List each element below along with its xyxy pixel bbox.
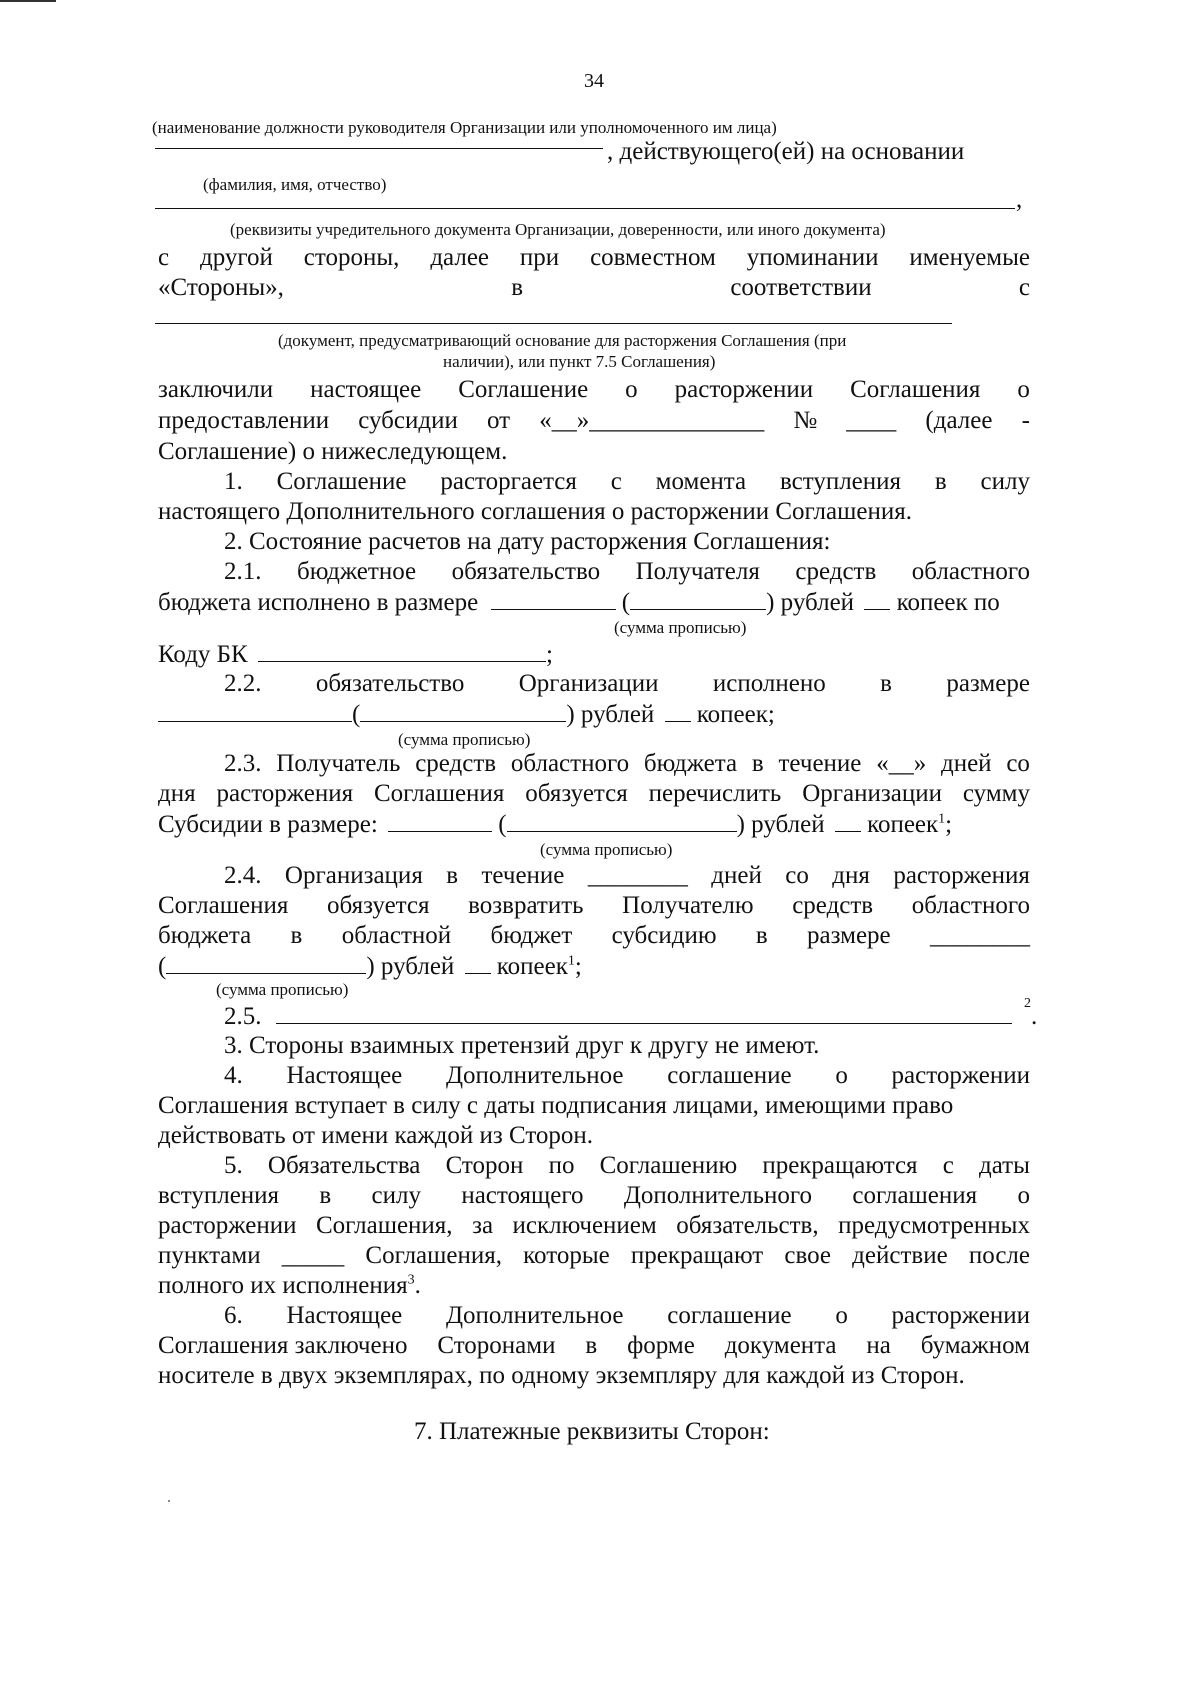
clause-2-2-line1 bbox=[224, 670, 1030, 698]
scan-speck bbox=[168, 1500, 170, 1502]
word: со bbox=[785, 862, 809, 889]
clause-2-4-line1 bbox=[224, 862, 1030, 890]
amount-blank bbox=[158, 700, 352, 722]
word: расторжении bbox=[674, 376, 814, 403]
word: о bbox=[835, 1062, 848, 1089]
text: бюджета исполнено в размере bbox=[158, 589, 479, 616]
word: 6. bbox=[224, 1302, 243, 1329]
word: далее bbox=[430, 244, 490, 271]
word: после bbox=[968, 1242, 1030, 1269]
intro-line-concluded bbox=[158, 376, 1030, 404]
clause-2-4-line3 bbox=[158, 922, 1030, 950]
amount-words-blank bbox=[507, 810, 737, 832]
caption-basis-line1: (документ, предусматривающий основание для расторжения Соглашения (при bbox=[278, 331, 847, 350]
word: 2.2. bbox=[224, 670, 262, 697]
word: на bbox=[866, 1332, 891, 1359]
word: момента bbox=[655, 468, 747, 495]
word: соглашения bbox=[852, 1182, 978, 1209]
caption-position-title: (наименование должности руководителя Организации или уполномоченного им лица) bbox=[152, 118, 777, 137]
text: копеек bbox=[496, 953, 568, 980]
word: сумму bbox=[962, 780, 1030, 807]
text: ; bbox=[945, 811, 953, 838]
word: № bbox=[793, 407, 818, 434]
text: ( bbox=[352, 701, 361, 728]
text: копеек bbox=[867, 811, 939, 838]
clause-6-line1 bbox=[224, 1302, 1030, 1330]
word: средств bbox=[792, 892, 874, 919]
word: исполнено bbox=[712, 670, 826, 697]
clause-4-line3: действовать от имени каждой из Сторон. bbox=[158, 1122, 594, 1149]
word: Дополнительное bbox=[446, 1062, 624, 1089]
word: со bbox=[1006, 750, 1030, 777]
text: полного их исполнения bbox=[158, 1272, 408, 1299]
word: соглашение bbox=[667, 1062, 792, 1089]
footnote-marker: 1 bbox=[938, 811, 946, 827]
clause-3: 3. Стороны взаимных претензий друг к другу не имеют. bbox=[224, 1032, 820, 1059]
word: расторжении bbox=[891, 1062, 1030, 1089]
word: течение bbox=[778, 750, 862, 777]
word: Обязательства bbox=[267, 1152, 421, 1179]
word: пунктами bbox=[158, 1242, 261, 1269]
word: Соглашения bbox=[158, 892, 289, 919]
word: Соглашения bbox=[850, 376, 981, 403]
word: о bbox=[1017, 376, 1030, 403]
basis-document-blank bbox=[155, 323, 952, 324]
word: расторгается bbox=[440, 468, 577, 495]
word: вступления bbox=[158, 1182, 280, 1209]
word: ________ bbox=[587, 862, 688, 889]
word: настоящего bbox=[461, 1182, 584, 1209]
caption-amount-words: (сумма прописью) bbox=[614, 618, 747, 637]
word: предусмотренных bbox=[838, 1212, 1030, 1239]
word: Соглашения, bbox=[365, 1242, 503, 1269]
clause-1-line1 bbox=[224, 468, 1030, 496]
word: дней bbox=[940, 750, 992, 777]
word: Дополнительного bbox=[623, 1182, 813, 1209]
word: соглашение bbox=[667, 1302, 792, 1329]
word: возвратить bbox=[468, 892, 584, 919]
word: силу bbox=[980, 468, 1030, 495]
footnote-marker: 1 bbox=[567, 953, 575, 969]
clause-4-line1 bbox=[224, 1062, 1030, 1090]
text: копеек по bbox=[896, 589, 1000, 616]
word: 2.3. bbox=[224, 750, 262, 777]
caption-amount-words: (сумма прописью) bbox=[216, 980, 349, 999]
word: исключением bbox=[512, 1212, 657, 1239]
word: бюджета bbox=[643, 750, 738, 777]
word: Организации bbox=[802, 780, 943, 807]
clause-2-4-line2 bbox=[158, 892, 1030, 920]
word: обязательство bbox=[315, 670, 465, 697]
kopeck-blank bbox=[665, 700, 691, 722]
intro-line-agreement: Соглашение) о нижеследующем. bbox=[158, 438, 508, 465]
word: 2.4. bbox=[224, 862, 262, 889]
clause-7-heading: 7. Платежные реквизиты Сторон: bbox=[414, 1418, 770, 1445]
word: Сторонами bbox=[437, 1332, 556, 1359]
text: 2.5. bbox=[224, 1003, 262, 1030]
acting-basis-text: , действующего(ей) на основании bbox=[607, 138, 965, 165]
word: бумажном bbox=[920, 1332, 1030, 1359]
word: именуемые bbox=[909, 244, 1030, 271]
word: силу bbox=[371, 1182, 421, 1209]
word: Настоящее bbox=[286, 1062, 403, 1089]
clause-6-line3: носителе в двух экземплярах, по одному экземпляру для каждой из Сторон. bbox=[158, 1362, 965, 1389]
clause-2-5-blank bbox=[276, 1002, 1012, 1024]
text: ; bbox=[574, 953, 582, 980]
clause-1-line2: настоящего Дополнительного соглашения о расторжении Соглашения. bbox=[158, 498, 912, 525]
bk-code-blank bbox=[258, 640, 546, 662]
clause-5-line1 bbox=[224, 1152, 1030, 1180]
word: субсидии bbox=[358, 407, 458, 434]
word: прекращаются bbox=[762, 1152, 918, 1179]
word: документа bbox=[724, 1332, 837, 1359]
clause-2-1-line2 bbox=[158, 588, 1000, 617]
word: 5. bbox=[224, 1152, 243, 1179]
text: Субсидии в размере: bbox=[158, 811, 378, 838]
clause-2-5 bbox=[224, 995, 1038, 1031]
word: в bbox=[446, 862, 459, 889]
word: о bbox=[1017, 1182, 1030, 1209]
clause-4-line2: Соглашения вступает в силу с даты подписания лицами, имеющими право bbox=[158, 1092, 954, 1119]
amount-blank bbox=[388, 810, 492, 832]
word: бюджет bbox=[490, 922, 573, 949]
word: за bbox=[472, 1212, 494, 1239]
word: в bbox=[585, 1332, 598, 1359]
requisites-blank bbox=[155, 208, 1015, 209]
word: дня bbox=[158, 780, 196, 807]
word: Соглашения bbox=[373, 780, 505, 807]
word: действие bbox=[852, 1242, 948, 1269]
word: стороны, bbox=[303, 244, 400, 271]
word: даты bbox=[979, 1152, 1030, 1179]
word: обязуется bbox=[326, 892, 430, 919]
word: которые bbox=[523, 1242, 610, 1269]
word: «Стороны», bbox=[158, 274, 284, 301]
word: Соглашения, bbox=[315, 1212, 453, 1239]
amount-words-blank bbox=[360, 700, 566, 722]
word: упоминании bbox=[746, 244, 879, 271]
word: обязательств, bbox=[676, 1212, 819, 1239]
word: Дополнительное bbox=[446, 1302, 624, 1329]
clause-5-line4 bbox=[158, 1242, 1030, 1270]
word: с bbox=[1018, 274, 1030, 301]
word: расторжении bbox=[891, 1302, 1030, 1329]
word: о bbox=[625, 376, 638, 403]
clause-2-3-line1 bbox=[224, 750, 1030, 778]
word: субсидию bbox=[611, 922, 717, 949]
word: в bbox=[880, 670, 892, 697]
word: с bbox=[942, 1152, 954, 1179]
word: областной bbox=[341, 922, 452, 949]
caption-basis-line2: наличии), или пункт 7.5 Соглашения) bbox=[443, 352, 716, 371]
text: копеек; bbox=[696, 701, 775, 728]
word: предоставлении bbox=[158, 407, 330, 434]
kopeck-blank bbox=[835, 810, 861, 832]
word: «__»______________ bbox=[539, 407, 765, 434]
word: в bbox=[511, 274, 523, 301]
word: форме bbox=[627, 1332, 695, 1359]
intro-line-other-party bbox=[158, 244, 1030, 272]
word: другой bbox=[200, 244, 273, 271]
clause-2-3-line3 bbox=[158, 810, 952, 839]
kopeck-blank bbox=[864, 588, 890, 610]
word: ____ bbox=[846, 407, 897, 434]
word: 2.1. bbox=[224, 558, 262, 585]
word: Организация bbox=[284, 862, 423, 889]
word: Получателю bbox=[622, 892, 754, 919]
word: (далее bbox=[925, 407, 993, 434]
full-name-blank bbox=[155, 148, 603, 149]
clause-5-line3 bbox=[158, 1212, 1030, 1240]
word: в bbox=[319, 1182, 332, 1209]
word: Соглашения заключено bbox=[158, 1332, 408, 1359]
text: ) рублей bbox=[366, 953, 455, 980]
text: ; bbox=[545, 641, 553, 668]
word: Соглашение bbox=[276, 468, 407, 495]
word: течение bbox=[481, 862, 565, 889]
text: ) рублей bbox=[566, 701, 655, 728]
word: областного bbox=[510, 750, 630, 777]
clause-2-4-line4 bbox=[158, 952, 582, 981]
page-number: 34 bbox=[584, 70, 604, 92]
text: Коду БК bbox=[158, 641, 248, 668]
word: о bbox=[835, 1302, 848, 1329]
word: дней bbox=[711, 862, 762, 889]
word: расторжении bbox=[158, 1212, 297, 1239]
word: ________ bbox=[929, 922, 1030, 949]
clause-2-1-line3 bbox=[158, 640, 553, 669]
requisites-comma: , bbox=[1016, 186, 1023, 213]
clause-2-1-line1 bbox=[224, 558, 1030, 586]
word: Соглашению bbox=[599, 1152, 738, 1179]
clause-5-line5 bbox=[158, 1272, 421, 1300]
amount-blank bbox=[491, 588, 616, 610]
intro-line-subsidy bbox=[158, 407, 1030, 435]
text: . bbox=[414, 1272, 421, 1299]
word: - bbox=[1021, 407, 1030, 434]
word: настоящее bbox=[310, 376, 422, 403]
text: ) рублей bbox=[766, 589, 855, 616]
word: бюджетное bbox=[297, 558, 417, 585]
caption-amount-words: (сумма прописью) bbox=[540, 840, 673, 859]
text: ) рублей bbox=[736, 811, 825, 838]
word: расторжения bbox=[216, 780, 354, 807]
text: ( bbox=[498, 811, 507, 838]
word: от bbox=[486, 407, 511, 434]
word: Настоящее bbox=[286, 1302, 403, 1329]
word: прекращают bbox=[630, 1242, 764, 1269]
clause-5-line2 bbox=[158, 1182, 1030, 1210]
word: в bbox=[755, 922, 768, 949]
clause-2-3-line2 bbox=[158, 780, 1030, 808]
caption-requisites: (реквизиты учредительного документа Организации, доверенности, или иного документа) bbox=[230, 220, 886, 239]
word: обязательство bbox=[451, 558, 601, 585]
footnote-marker: 2 bbox=[1024, 995, 1031, 1011]
word: бюджета bbox=[158, 922, 252, 949]
word: областного bbox=[911, 558, 1030, 585]
text: ( bbox=[158, 953, 167, 980]
word: средств bbox=[415, 750, 497, 777]
clause-2-heading: 2. Состояние расчетов на дату расторжения Соглашения: bbox=[224, 528, 831, 555]
caption-amount-words: (сумма прописью) bbox=[398, 730, 531, 749]
word: перечислить bbox=[648, 780, 782, 807]
word: _____ bbox=[281, 1242, 345, 1269]
clause-6-line2 bbox=[158, 1332, 1030, 1360]
word: с bbox=[610, 468, 622, 495]
word: размере bbox=[807, 922, 891, 949]
word: в bbox=[751, 750, 764, 777]
word: областного bbox=[911, 892, 1030, 919]
word: расторжения bbox=[893, 862, 1030, 889]
text: ( bbox=[621, 589, 631, 616]
word: Получатель bbox=[276, 750, 401, 777]
word: Организации bbox=[518, 670, 659, 697]
amount-words-blank bbox=[630, 588, 766, 610]
word: Сторон bbox=[445, 1152, 524, 1179]
word: совместном bbox=[590, 244, 716, 271]
word: при bbox=[519, 244, 560, 271]
word: обязуется bbox=[525, 780, 628, 807]
intro-line-parties bbox=[158, 274, 1030, 302]
word: дня bbox=[832, 862, 870, 889]
word: средств bbox=[795, 558, 877, 585]
word: 1. bbox=[224, 468, 243, 495]
amount-words-blank bbox=[166, 952, 366, 974]
word: Соглашение bbox=[458, 376, 589, 403]
kopeck-blank bbox=[465, 952, 491, 974]
word: вступления bbox=[779, 468, 902, 495]
word: соответствии bbox=[730, 274, 872, 301]
word: заключили bbox=[158, 376, 274, 403]
footnote-marker: 3 bbox=[407, 1272, 415, 1288]
word: «__» bbox=[876, 750, 927, 777]
word: с bbox=[158, 244, 170, 271]
word: Получателя bbox=[635, 558, 760, 585]
word: в bbox=[290, 922, 303, 949]
clause-2-2-line2 bbox=[158, 700, 775, 729]
word: в bbox=[934, 468, 947, 495]
word: 4. bbox=[224, 1062, 243, 1089]
word: по bbox=[548, 1152, 575, 1179]
text: . bbox=[1031, 1003, 1038, 1030]
caption-full-name: (фамилия, имя, отчество) bbox=[203, 175, 387, 194]
word: свое bbox=[784, 1242, 832, 1269]
word: размере bbox=[946, 670, 1030, 697]
